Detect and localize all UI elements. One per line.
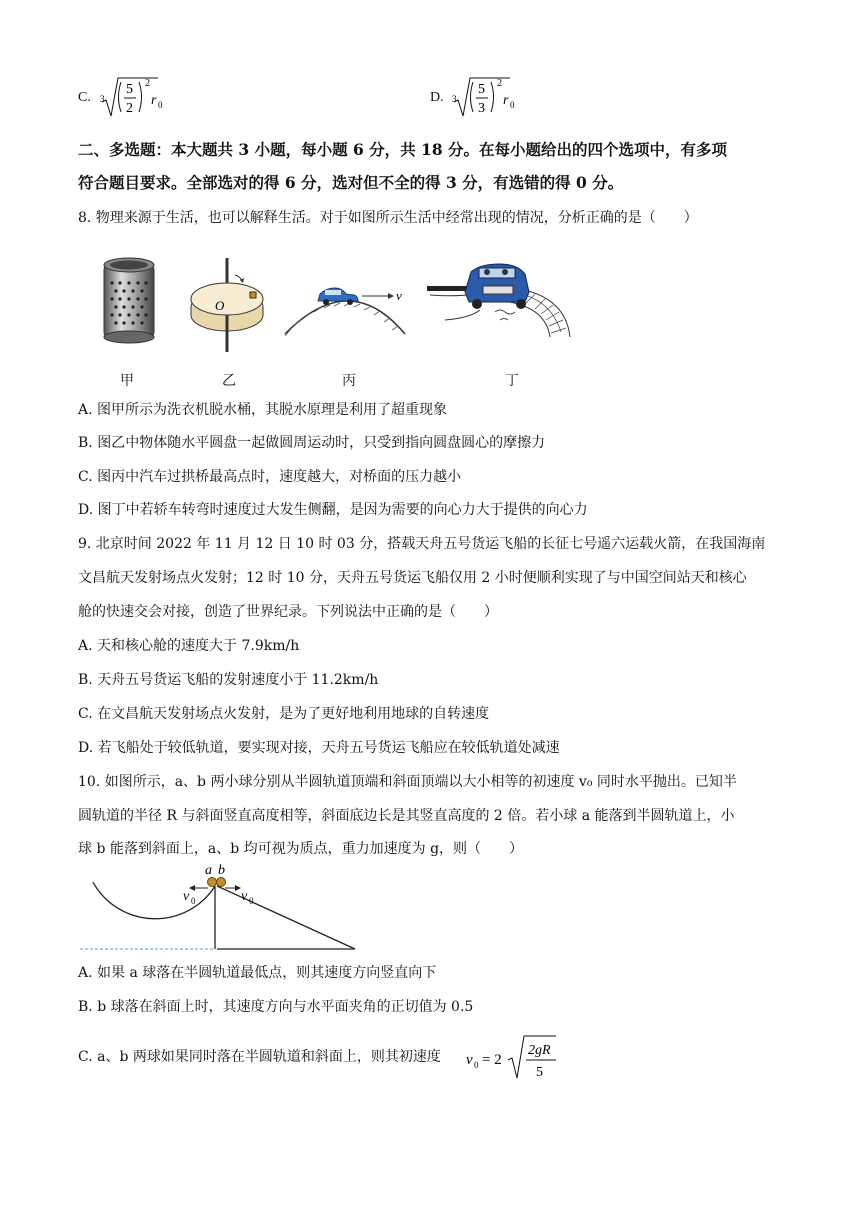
q8-option-a: A. 图甲所示为洗衣机脱水桶，其脱水原理是利用了超重现象 xyxy=(78,402,448,418)
svg-text:0: 0 xyxy=(474,1060,479,1070)
q10-option-a: A. 如果 a 球落在半圆轨道最低点，则其速度方向竖直向下 xyxy=(78,965,437,981)
svg-text:a: a xyxy=(205,863,212,878)
svg-text:2gR: 2gR xyxy=(528,1043,551,1058)
projectile-figure xyxy=(75,862,365,954)
arch-bridge-figure xyxy=(280,278,410,338)
q8-stem: 8. 物理来源于生活，也可以解释生活。对于如图所示生活中经常出现的情况，分析正确的是（ ） xyxy=(78,210,698,226)
svg-text:2: 2 xyxy=(145,78,150,89)
q7-option-d-formula xyxy=(450,72,520,122)
svg-text:0: 0 xyxy=(191,896,196,906)
caption-bing: 丙 xyxy=(342,373,356,389)
q9-option-d: D. 若飞船处于较低轨道，要实现对接，天舟五号货运飞船应在较低轨道处减速 xyxy=(78,740,560,756)
rotating-disc-figure xyxy=(185,255,270,355)
caption-yi: 乙 xyxy=(222,373,236,389)
q9-stem-line-2: 文昌航天发射场点火发射；12 时 10 分，天舟五号货运飞船仅用 2 小时便顺利实现了与中国空间站天和核心 xyxy=(78,570,747,586)
svg-text:= 2: = 2 xyxy=(482,1052,502,1068)
q9-option-b: B. 天舟五号货运飞船的发射速度小于 11.2km/h xyxy=(78,672,379,688)
q8-option-c: C. 图丙中汽车过拱桥最高点时，速度越大，对桥面的压力越小 xyxy=(78,469,462,485)
q9-stem-line-1: 9. 北京时间 2022 年 11 月 12 日 10 时 03 分，搭载天舟五号货运飞船的长征七号遥六运载火箭，在我国海南 xyxy=(78,536,766,552)
q10-stem-line-1: 10. 如图所示，a、b 两小球分别从半圆轨道顶端和斜面顶端以大小相等的初速度 v₀ 同时水平抛出。已知半 xyxy=(78,774,737,790)
q7-option-c-label: C. xyxy=(78,90,91,105)
q10-stem-line-3: 球 b 能落到斜面上，a、b 均可视为质点，重力加速度为 g，则（ ） xyxy=(78,841,524,857)
q10-stem-line-2: 圆轨道的半径 R 与斜面竖直高度相等，斜面底边长是其竖直高度的 2 倍。若小球 a 能落到半圆轨道上，小 xyxy=(78,808,735,824)
q9-option-c: C. 在文昌航天发射场点火发射，是为了更好地利用地球的自转速度 xyxy=(78,706,490,722)
q10-option-c-formula xyxy=(464,1030,574,1086)
svg-text:2: 2 xyxy=(126,101,133,116)
svg-text:2: 2 xyxy=(497,78,502,89)
svg-text:3: 3 xyxy=(452,94,457,104)
section-heading-line-2: 符合题目要求。全部选对的得 6 分，选对但不全的得 3 分，有选错的得 0 分。 xyxy=(78,173,624,192)
svg-text:O: O xyxy=(215,298,225,313)
svg-text:5: 5 xyxy=(126,82,133,97)
svg-text:5: 5 xyxy=(536,1065,543,1080)
svg-text:v: v xyxy=(183,889,190,904)
svg-text:0: 0 xyxy=(158,100,163,110)
svg-text:0: 0 xyxy=(249,896,254,906)
svg-text:b: b xyxy=(218,863,225,878)
svg-text:5: 5 xyxy=(478,82,485,97)
q10-option-c: C. a、b 两球如果同时落在半圆轨道和斜面上，则其初速度 xyxy=(78,1049,441,1065)
svg-text:0: 0 xyxy=(510,100,515,110)
svg-text:3: 3 xyxy=(478,101,485,116)
svg-text:r: r xyxy=(503,93,509,108)
q7-option-c-formula xyxy=(98,72,168,122)
q8-option-b: B. 图乙中物体随水平圆盘一起做圆周运动时，只受到指向圆盘圆心的摩擦力 xyxy=(78,435,546,451)
q9-stem-line-3: 舱的快速交会对接，创造了世界纪录。下列说法中正确的是（ ） xyxy=(78,604,498,620)
caption-jia: 甲 xyxy=(120,373,134,389)
svg-text:r: r xyxy=(151,93,157,108)
caption-ding: 丁 xyxy=(505,373,519,389)
q10-option-b: B. b 球落在斜面上时，其速度方向与水平面夹角的正切值为 0.5 xyxy=(78,999,474,1015)
section-heading-line-1: 二、多选题：本大题共 3 小题，每小题 6 分，共 18 分。在每小题给出的四个选项中，有多项 xyxy=(78,140,728,159)
svg-text:v: v xyxy=(466,1052,473,1068)
svg-text:v: v xyxy=(241,889,248,904)
turning-car-figure xyxy=(425,242,575,342)
svg-text:3: 3 xyxy=(100,94,105,104)
svg-text:v: v xyxy=(396,288,402,303)
q9-option-a: A. 天和核心舱的速度大于 7.9km/h xyxy=(78,638,300,654)
washing-drum-figure xyxy=(100,255,160,347)
q8-option-d: D. 图丁中若轿车转弯时速度过大发生侧翻，是因为需要的向心力大于提供的向心力 xyxy=(78,502,588,518)
q7-option-d-label: D. xyxy=(430,90,444,105)
